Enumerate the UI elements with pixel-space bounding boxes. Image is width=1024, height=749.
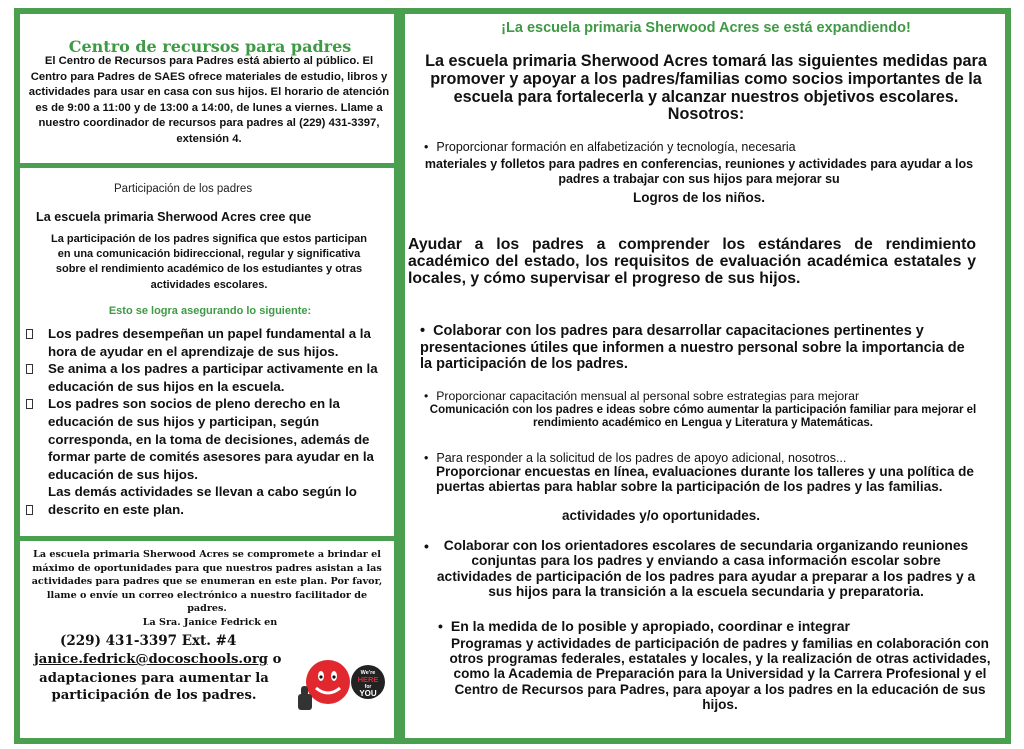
badge-line2: HERE	[357, 675, 379, 684]
contact-phone: (229) 431-3397 Ext. #4	[60, 633, 237, 649]
checkbox-icon	[26, 329, 33, 339]
participation-heading: Participación de los padres	[114, 183, 253, 195]
list-item: Los padres son socios de pleno derecho en la educación de sus hijos y participan, según corresponda, en la toma de decisiones, además de formar parte de comités asesores para ayudar en la educación de sus hijos.	[26, 395, 386, 483]
participation-definition: La participación de los padres significa que estos participan en una comunicación bidireccional, regular y significativa sobre el rendimiento académico de los estudiantes y otras actividades escolares.	[50, 233, 368, 291]
item4-lead: • Proporcionar capacitación mensual al personal sobre estrategias para mejorar	[424, 389, 860, 403]
bullet-icon: •	[424, 140, 429, 154]
item1-rest: materiales y folletos para padres en conferencias, reuniones y actividades para ayudar a los padres a trabajar con sus hijos para mejorar su	[424, 157, 974, 186]
item2: Ayudar a los padres a comprender los estándares de rendimiento académico del estado, los requisitos de evaluación académica estatales y locales, y cómo supervisar el progreso de sus hijos.	[408, 236, 976, 287]
checkbox-icon	[26, 399, 33, 409]
bullet-icon: •	[424, 538, 429, 554]
list-item: Se anima a los padres a participar activamente en la educación de sus hijos en la escuela.	[26, 360, 386, 395]
item1-end: Logros de los niños.	[632, 190, 765, 205]
item5-rest: Proporcionar encuestas en línea, evaluaciones durante los talleres y una política de puertas abiertas para hablar sobre la participación de los padres y las familias.	[436, 464, 974, 494]
section-divider	[14, 536, 400, 541]
contact-email: janice.fedrick@docoschools.org o	[34, 652, 282, 667]
badge-line3: for	[364, 684, 372, 690]
commitment-text: La escuela primaria Sherwood Acres se compromete a brindar el máximo de oportunidades para que nuestros padres asistan a las actividades para padres que se enumeran en este plan. Por favor, llame o envíe un correo electrónico a nuestro facilitador de padres.	[31, 549, 383, 615]
item7-rest: Programas y actividades de participación de padres y familias en colaboración con otros programas federales, estatales y locales, y la realización de otras actividades, como la Academia de Preparación para la Universidad y la Carrera Profesional y el Centro de Recursos para Padres, para apoyar a los padres en la educación de sus hijos.	[449, 636, 991, 712]
bullet-icon: •	[424, 389, 429, 403]
resource-center-body: El Centro de Recursos para Padres está abierto al público. El Centro para Padres de SAES ofrece materiales de estudio, libros y actividades para usar en casa con sus hijos. El horario de atención es de 9:00 a 11:00 y de 13:00 a 14:00, de lunes a viernes. Llame a nuestro coordinador de recursos para padres al (229) 431-3397, extensión 4.	[28, 55, 390, 145]
checkbox-icon	[26, 364, 33, 374]
list-item: Los padres desempeñan un papel fundamental a la hora de ayudar en el aprendizaje de sus hijos.	[26, 325, 386, 360]
bullet-icon: •	[420, 323, 426, 339]
contact-name: La Sra. Janice Fedrick en	[142, 617, 278, 628]
expanding-title: ¡La escuela primaria Sherwood Acres se está expandiendo!	[501, 20, 911, 36]
item3: • Colaborar con los padres para desarrollar capacitaciones pertinentes y presentaciones útiles que informen a nuestro personal sobre la importancia de la participación de los padres.	[420, 323, 965, 372]
here-for-you-badge	[296, 656, 386, 716]
participation-ensure: Esto se logra asegurando lo siguiente:	[108, 305, 312, 317]
item1-lead: • Proporcionar formación en alfabetización y tecnología, necesaria	[424, 140, 796, 154]
email-link[interactable]: janice.fedrick@docoschools.org	[34, 652, 268, 667]
contact-adaptations: adaptaciones para aumentar la participación de los padres.	[39, 671, 269, 703]
participation-believes: La escuela primaria Sherwood Acres cree que	[36, 210, 312, 224]
item7-lead: • En la medida de lo posible y apropiado, coordinar e integrar	[438, 618, 850, 634]
badge-line4: YOU	[359, 689, 377, 698]
resource-center-title: Centro de recursos para padres	[68, 37, 352, 56]
bullet-icon: •	[424, 451, 429, 465]
checkbox-icon	[26, 505, 33, 515]
list-item: Las demás actividades se llevan a cabo según lo descrito en este plan.	[26, 483, 386, 518]
badge-line1: We're	[360, 670, 376, 676]
participation-bullet-list	[26, 325, 386, 519]
item5-lead: • Para responder a la solicitud de los padres de apoyo adicional, nosotros...	[424, 451, 847, 465]
item6: Colaborar con los orientadores escolares de secundaria organizando reuniones conjuntas para los padres y enviando a casa información escolar sobre actividades de participación de los padres para ayudar a preparar a los padres y a sus hijos para la transición a la escuela secundaria y preparatoria.	[436, 538, 976, 599]
smiley-thumbs-up-icon	[296, 656, 386, 716]
item4-rest: Comunicación con los padres e ideas sobre cómo aumentar la participación familiar para mejorar el rendimiento académico en Lengua y Literatura y Matemáticas.	[429, 404, 977, 429]
intro-text: La escuela primaria Sherwood Acres tomará las siguientes medidas para promover y apoyar a los padres/familias como socios importantes de la escuela para fortalecerla y alcanzar nuestros objetivos escolares. Nosotros:	[425, 52, 987, 124]
section-divider	[14, 163, 400, 168]
bullet-icon: •	[438, 618, 443, 634]
item5-end: actividades y/o oportunidades.	[562, 508, 761, 523]
